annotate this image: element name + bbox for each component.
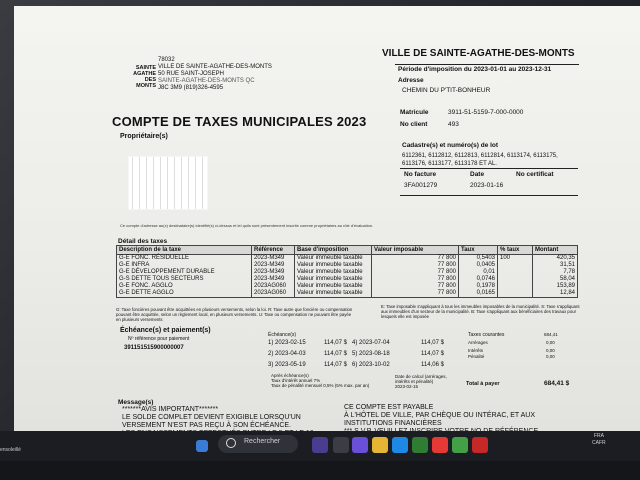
cadastre-label: Cadastre(s) et numéro(s) de lot xyxy=(402,142,499,149)
payment-instructions: CE COMPTE EST PAYABLE À L'HÔTEL DE VILLE, PAR CHÈQUE OU INTÉRAC, ET AUX INSTITUTIONS FINANCIÈRES xyxy=(344,404,536,427)
table-header-row xyxy=(117,246,578,255)
tax-amount: 58,04 xyxy=(533,276,578,283)
table-row xyxy=(117,290,578,298)
windows-taskbar xyxy=(0,431,640,461)
installment-amount: 114,07 $ xyxy=(324,362,347,368)
rate-percent xyxy=(498,262,533,269)
widget-icon[interactable] xyxy=(312,437,328,453)
app-icon[interactable] xyxy=(472,437,488,453)
column-header: Base d'imposition xyxy=(295,246,372,255)
taxable-value: 77 800 xyxy=(372,283,459,290)
current-taxes-value: 684,41 xyxy=(544,332,558,337)
tax-legend-right: E: Taxe imposable s'appliquant à tous les immeubles imposables de la municipalité. S: Taxe s'appliquant aux immeubles d'un secteur de la municipalité. B: Taxe s'appliquant aux bénéficiaires des travaux pour lesquels elle est imposée xyxy=(381,304,580,319)
tax-reference: 2023-M349 xyxy=(252,262,295,269)
sender-line: SAINTE-AGATHE-DES-MONTS QC xyxy=(158,78,255,84)
rate-percent: 100 xyxy=(498,255,533,263)
tax-detail-table xyxy=(116,245,578,298)
tax-base: Valeur immeuble taxable xyxy=(295,255,372,263)
tax-bill-document xyxy=(98,6,588,431)
owners-label: Propriétaire(s) xyxy=(120,133,168,140)
sender-line: VILLE DE SAINTE-AGATHE-DES-MONTS xyxy=(158,64,272,70)
column-header: Montant xyxy=(533,246,578,255)
tax-base: Valeur immeuble taxable xyxy=(295,269,372,276)
installment-amount: 114,07 $ xyxy=(421,340,444,346)
payment-ref-value: 391151515900000007 xyxy=(124,345,184,351)
tax-detail-title: Détail des taxes xyxy=(118,238,168,245)
interest-value: 0,00 xyxy=(546,348,555,353)
installment-date: 4) 2023-07-04 xyxy=(352,340,390,346)
interest-label: Intérêts xyxy=(468,348,484,353)
current-taxes-label: Taxes courantes xyxy=(468,332,505,338)
app-icon[interactable] xyxy=(452,437,468,453)
task-view-icon[interactable] xyxy=(333,437,349,453)
taxable-value: 77 800 xyxy=(372,262,459,269)
region-indicator[interactable]: CAFR xyxy=(592,440,606,446)
table-row xyxy=(117,283,578,290)
tax-description: G-E FONC. AGGLO xyxy=(117,283,252,290)
rate-percent xyxy=(498,269,533,276)
tax-rate: 0,0746 xyxy=(459,276,498,283)
total-value: 684,41 $ xyxy=(544,380,570,387)
file-explorer-icon[interactable] xyxy=(372,437,388,453)
invoice-label: No facture xyxy=(404,171,437,178)
installment-date: 5) 2023-08-18 xyxy=(352,351,390,357)
city-name: VILLE DE SAINTE-AGATHE-DES-MONTS xyxy=(382,48,575,59)
sender-line: 50 RUE SAINT-JOSEPH xyxy=(158,71,225,77)
messages-title: Message(s) xyxy=(118,399,154,406)
logo-line: MONTS xyxy=(136,83,156,89)
rates-note: Après échéance(s) Taux d'intérêt annuel 7% Taux de pénalité mensuel 0,5% (5% max. par an) xyxy=(271,373,370,388)
tax-base: Valeur immeuble taxable xyxy=(295,283,372,290)
document-title: COMPTE DE TAXES MUNICIPALES 2023 xyxy=(112,114,367,129)
matricule-label: Matricule xyxy=(400,109,429,116)
installment-date: 1) 2023-02-15 xyxy=(268,340,306,346)
taxable-value: 77 800 xyxy=(372,276,459,283)
tax-rate: 0,0405 xyxy=(459,262,498,269)
tax-description: G-S DETTE TOUS SECTEURS xyxy=(117,276,252,283)
screen xyxy=(14,6,640,431)
column-header: % taux xyxy=(498,246,533,255)
column-header: Taux xyxy=(459,246,498,255)
client-label: No client xyxy=(400,121,428,128)
installment-amount: 114,07 $ xyxy=(421,351,444,357)
search-placeholder: Rechercher xyxy=(244,438,281,445)
taxable-value: 77 800 xyxy=(372,290,459,298)
installment-amount: 114,06 $ xyxy=(421,362,444,368)
monitor-lower-bezel xyxy=(0,461,640,480)
start-icon[interactable] xyxy=(196,440,208,452)
installment-date: 3) 2023-05-19 xyxy=(268,362,306,368)
table-row xyxy=(117,255,578,263)
cadastre-value: 6112361, 6112812, 6112813, 6112814, 6113174, 6113175, 6113176, 6113177, 6113178 ET AL. xyxy=(402,153,558,167)
tax-description: G-E INFRA xyxy=(117,262,252,269)
tax-legend-left: G: Taxe foncières pouvant être acquittées en plusieurs versements, selon la loi. R: Taxe autre que foncière ou compensation pouvant être acquittée, selon un règlement local, en plusieurs versements. U: Taxe ou compensation ne pouvant être payée en plusieurs versements xyxy=(116,307,353,322)
tax-description: G-E DÉVELOPPEMENT DURABLE xyxy=(117,269,252,276)
table-row xyxy=(117,262,578,269)
table-row xyxy=(117,276,578,283)
tax-reference: 2023-M349 xyxy=(252,255,295,263)
date-label: Date xyxy=(470,171,485,178)
tax-base: Valeur immeuble taxable xyxy=(295,276,372,283)
arrears-value: 0,00 xyxy=(546,340,555,345)
taxable-value: 77 800 xyxy=(372,255,459,263)
installment-amount: 114,07 $ xyxy=(324,340,347,346)
penalty-label: Pénalité xyxy=(468,354,485,359)
tax-description: G-E FONC. RÉSIDUELLE xyxy=(117,255,252,263)
tax-period: Période d'imposition du 2023-01-01 au 2023-12-31 xyxy=(398,66,552,73)
installment-amount: 114,07 $ xyxy=(324,351,347,357)
tax-amount: 420,35 xyxy=(533,255,578,263)
certificate-label: No certificat xyxy=(516,171,554,178)
store-icon[interactable] xyxy=(412,437,428,453)
tax-reference: 2023AG060 xyxy=(252,283,295,290)
installment-date: 6) 2023-10-02 xyxy=(352,362,390,368)
tax-reference: 2023-M349 xyxy=(252,276,295,283)
due-dates-label: Échéance(s) xyxy=(268,332,297,338)
logo-line: AGATHE xyxy=(133,71,156,77)
installment-date: 2) 2023-04-03 xyxy=(268,351,306,357)
invoice-value: 3FA001279 xyxy=(404,182,438,189)
sender-line: 78032 xyxy=(158,57,175,63)
important-notice: *******AVIS IMPORTANT******* LE SOLDE COMPLET DEVIENT EXIGIBLE LORSQU'UN VERSEMENT N'EST PAS REÇU À SON ÉCHÉANCE. xyxy=(122,406,301,429)
rate-percent xyxy=(498,283,533,290)
redacted-owner-block xyxy=(128,156,208,210)
tax-amount: 12,84 xyxy=(533,290,578,298)
tax-reference: 2023AG060 xyxy=(252,290,295,298)
tax-rate: 0,0165 xyxy=(459,290,498,298)
column-header: Description de la taxe xyxy=(117,246,252,255)
table-row xyxy=(117,269,578,276)
date-value: 2023-01-16 xyxy=(470,182,504,189)
rate-percent xyxy=(498,290,533,298)
tax-base: Valeur immeuble taxable xyxy=(295,290,372,298)
tax-amount: 31,51 xyxy=(533,262,578,269)
owners-note: Ce compte d'adresse au(x) destinataire(s) identifié(s) ci-dessus et lel quils sont présentement inscrite comme propriétaires au rôle d'évaluation. xyxy=(120,223,374,228)
sender-line: J8C 3M9 (819)326-4595 xyxy=(158,85,224,91)
tax-rate: 0,1978 xyxy=(459,283,498,290)
logo-line: SAINTE xyxy=(135,65,156,71)
edge-icon[interactable] xyxy=(392,437,408,453)
client-value: 493 xyxy=(448,121,459,128)
tax-reference: 2023-M349 xyxy=(252,269,295,276)
sender-address xyxy=(158,57,272,92)
logo-line: DES xyxy=(144,77,156,83)
app-icon[interactable] xyxy=(432,437,448,453)
column-header: Valeur imposable xyxy=(372,246,459,255)
address-label: Adresse xyxy=(398,77,424,84)
column-header: Référence xyxy=(252,246,295,255)
city-logo xyxy=(126,65,156,89)
taxable-value: 77 800 xyxy=(372,269,459,276)
address-value: CHEMIN DU P'TIT-BONHEUR xyxy=(402,87,491,94)
matricule-value: 3911-51-5159-7-000-0000 xyxy=(448,109,524,116)
payment-ref-label: Nº référence pour paiement xyxy=(128,336,190,342)
arrears-label: Arrérages xyxy=(468,340,488,345)
total-label: Total à payer xyxy=(466,381,500,387)
language-indicator[interactable]: FRA xyxy=(594,433,604,439)
calc-date-note: Date de calcul (arrérages, intérêts et pénalité) 2023-02-15 xyxy=(395,374,447,389)
penalty-value: 0,00 xyxy=(546,354,555,359)
tax-rate: 0,5403 xyxy=(459,255,498,263)
tax-rate: 0,01 xyxy=(459,269,498,276)
rate-percent xyxy=(498,276,533,283)
tax-description: G-E DETTE AGGLO xyxy=(117,290,252,298)
teams-icon[interactable] xyxy=(352,437,368,453)
tax-amount: 7,78 xyxy=(533,269,578,276)
schedule-title: Échéance(s) et paiement(s) xyxy=(120,327,211,334)
search-icon xyxy=(226,438,236,448)
tax-base: Valeur immeuble taxable xyxy=(295,262,372,269)
tax-amount: 153,89 xyxy=(533,283,578,290)
weather-widget[interactable]: ensoleillé xyxy=(0,447,21,453)
